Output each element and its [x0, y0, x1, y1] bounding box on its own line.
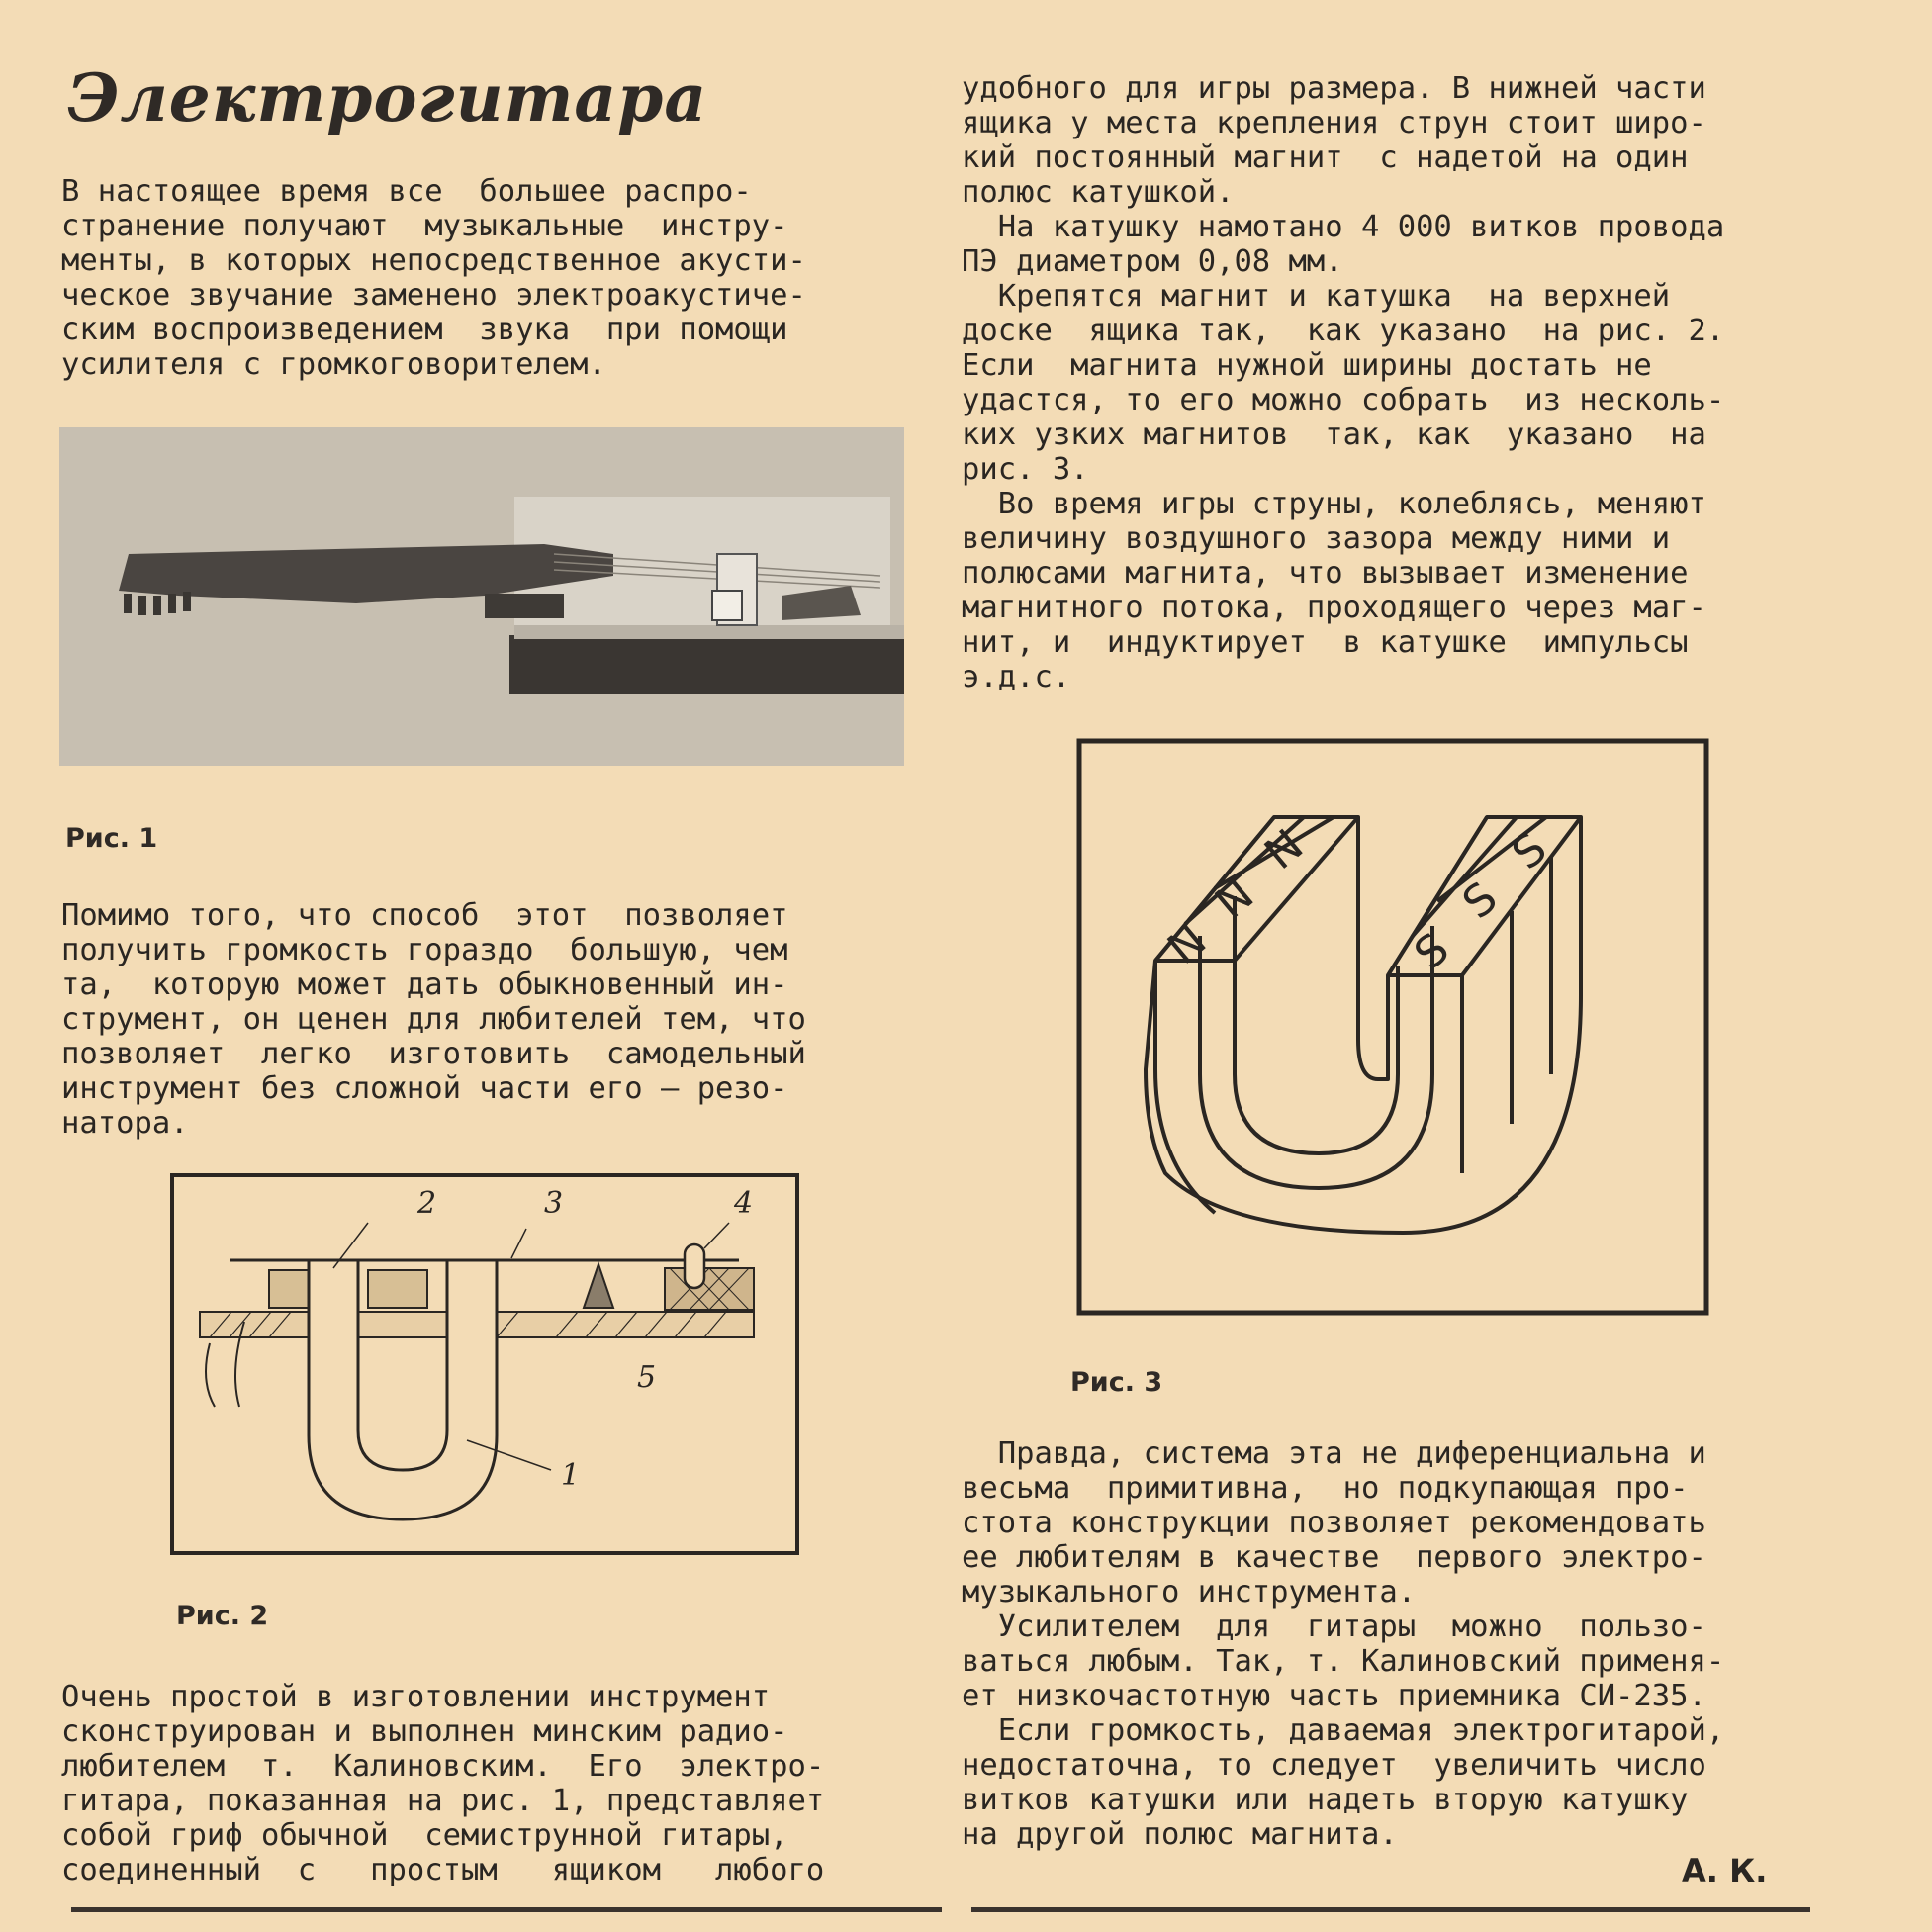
- fig2-label-1: 1: [561, 1458, 581, 1493]
- bottom-rule-right: [971, 1907, 1810, 1912]
- paragraph-conclusion: Правда, система эта не диференциальна и весьма примитивна, но подкупающая про- стота конструкции позволяет рекомендовать ее любителям в качестве первого электро- музыкального инструмента. Усилителем для гитары можно пользо- ваться любым. Так, т. Калиновский применя- ет низкочастотную часть приемника СИ-235. Если громкость, даваемая электрогитарой, недостаточна, то следует увеличить число витков катушки или надеть вторую катушку на другой полюс магнита.: [962, 1436, 1725, 1852]
- fig3-pole-s-1: S: [1405, 923, 1459, 980]
- fig2-label-2: 2: [417, 1186, 437, 1221]
- paragraph-construction: Очень простой в изготовлении инструмент сконструирован и выполнен минским радио- любителем т. Калиновским. Его электро- гитара, показанная на рис. 1, представляет собой гриф обычной семиструнной гитары, соединенный с простым ящиком любого: [61, 1680, 825, 1887]
- figure-1-caption: Рис. 1: [65, 823, 158, 854]
- figure-2-diagram: [170, 1173, 799, 1555]
- figure-3-diagram: [1076, 738, 1709, 1316]
- paragraph-description: удобного для игры размера. В нижней части ящика у места крепления струн стоит широ- кий постоянный магнит с надетой на один полюс катушкой. На катушку намотано 4 000 витков провода ПЭ диаметром 0,08 мм. Крепятся магнит и катушка на верхней доске ящика так, как указано на рис. 2. Если магнита нужной ширины достать не удастся, то его можно собрать из несколь- ких узких магнитов так, как указано на рис. 3. Во время игры струны, колеблясь, меняют величину воздушного зазора между ними и полюсами магнита, что вызывает изменение магнитного потока, проходящего через маг- нит, и индуктирует в катушке импульсы э.д.с.: [962, 71, 1725, 694]
- fig3-pole-s-2: S: [1453, 873, 1508, 930]
- intro-paragraph: В настоящее время все большее распро- странение получают музыкальные инстру- менты, в которых непосредственное акусти- ческое звучание заменено электроакустиче- ским воспроизведением звука при помощи усилителя с громкоговорителем.: [61, 174, 806, 382]
- fig3-pole-n-3: N: [1255, 819, 1314, 880]
- figure-2-caption: Рис. 2: [176, 1601, 269, 1631]
- bottom-rule-left: [71, 1907, 942, 1912]
- fig3-pole-n-1: N: [1158, 914, 1217, 974]
- paragraph-advantages: Помимо того, что способ этот позволяет получить громкость гораздо большую, чем та, которую может дать обыкновенный ин- струмент, он ценен для любителей тем, что позволяет легко изготовить самодельный инструмент без сложной части его — резо- натора.: [61, 898, 806, 1141]
- article-title: Электрогитара: [67, 59, 708, 137]
- figure-3-caption: Рис. 3: [1070, 1367, 1163, 1398]
- fig3-pole-s-3: S: [1503, 823, 1557, 880]
- fig3-pole-n-2: N: [1206, 869, 1264, 930]
- figure-1-photo: [59, 427, 904, 766]
- fig2-label-4: 4: [734, 1186, 754, 1221]
- fig2-label-5: 5: [637, 1360, 657, 1395]
- author-signature: А. К.: [1682, 1852, 1768, 1889]
- fig2-label-3: 3: [544, 1186, 564, 1221]
